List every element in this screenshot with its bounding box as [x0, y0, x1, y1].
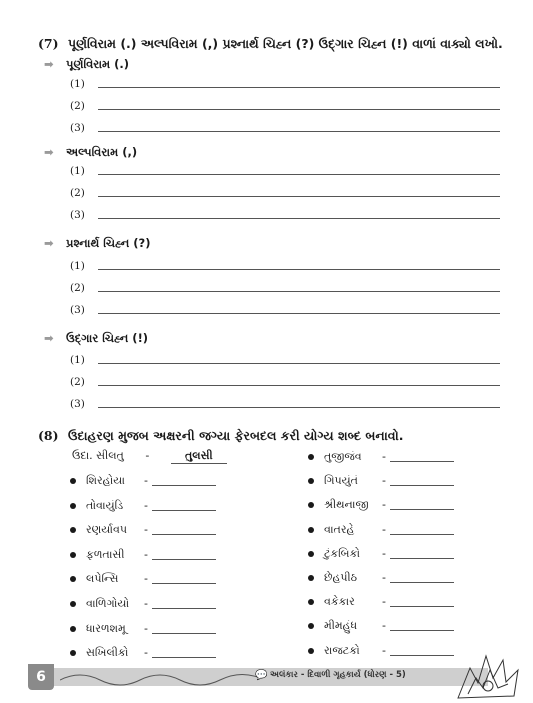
dash-separator: - [144, 474, 148, 487]
writing-line[interactable]: (3) [70, 302, 500, 316]
jumbled-word: ફળતાસી [86, 547, 125, 561]
jumbled-word: ટુંકબિકો [324, 546, 361, 560]
bullet-icon [70, 650, 76, 656]
dash-separator: - [382, 522, 386, 536]
question-number: (8) [38, 428, 59, 443]
dash-separator: - [382, 619, 386, 633]
writing-line[interactable]: (2) [70, 374, 500, 388]
writing-line[interactable]: (2) [70, 185, 500, 199]
writing-line[interactable]: (1) [70, 352, 500, 366]
jumbled-word: રણર્યાવપ [86, 523, 127, 537]
footer-title: અલંકાર - દિવાળી ગૃહકાર્ય (ધોરણ - 5) [270, 670, 406, 680]
answer-blank[interactable] [390, 630, 454, 631]
answer-blank[interactable] [390, 534, 454, 535]
writing-line[interactable]: (2) [70, 98, 500, 112]
bullet-icon [70, 576, 76, 582]
arrow-right-icon: ➡ [44, 236, 54, 250]
dash-separator: - [144, 572, 148, 586]
answer-blank[interactable] [390, 655, 454, 656]
splash-illustration [448, 648, 528, 703]
answer-blank[interactable] [390, 485, 454, 486]
bullet-icon [70, 626, 76, 632]
dash-separator: - [382, 474, 386, 488]
dash-separator: - [382, 571, 386, 584]
jumbled-word: તુજીજંવ [324, 450, 362, 463]
jumbled-word: ધારળશમૂ [86, 621, 126, 635]
answer-blank[interactable] [152, 583, 216, 584]
section-heading-alpaviram: ➡ અલ્પવિરામ (,) [44, 145, 138, 159]
answer-blank[interactable] [152, 510, 216, 511]
page-number: 6 [28, 664, 54, 690]
bullet-icon [70, 552, 76, 558]
dash-separator: - [144, 547, 148, 561]
writing-line[interactable]: (3) [70, 120, 500, 134]
question-8-heading [38, 428, 403, 444]
section-heading-prashnarth: ➡ પ્રશ્નાર્થ ચિહ્ન (?) [44, 236, 151, 250]
question-7-heading [38, 36, 503, 52]
answer-blank[interactable] [152, 485, 216, 486]
example-row: ઉદા. સીલતુ - તુલસી [72, 449, 227, 464]
writing-line[interactable]: (3) [70, 396, 500, 410]
bullet-icon [70, 601, 76, 607]
answer-blank[interactable] [390, 582, 454, 583]
squiggle-decoration [60, 668, 260, 688]
answer-blank[interactable] [390, 509, 454, 510]
jumbled-word: શિરહોયા [86, 474, 125, 487]
answer-blank[interactable] [152, 534, 216, 535]
dash-separator: - [382, 498, 386, 512]
answer-blank[interactable] [152, 608, 216, 609]
jumbled-word: રાજટકો [324, 643, 360, 657]
jumbled-word: સખિલીકો [86, 646, 129, 660]
question-text: ઉદાહરણ મુજબ અક્ષરની જગ્યા ફેરબદલ કરી યોગ્ય શબ્દ બનાવો. [68, 428, 404, 443]
answer-blank[interactable] [152, 559, 216, 560]
bullet-icon [70, 503, 76, 509]
bullet-icon [308, 454, 314, 460]
jumbled-word: વાતરહે [324, 522, 355, 536]
arrow-right-icon: ➡ [44, 57, 54, 71]
dash-separator: - [382, 643, 386, 657]
section-heading-udgaar: ➡ ઉદ્ગાર ચિહ્ન (!) [44, 331, 149, 345]
dash-separator: - [382, 450, 386, 463]
dash-separator: - [382, 595, 386, 609]
question-number: (7) [38, 36, 59, 51]
answer-blank[interactable] [152, 657, 216, 658]
bullet-icon [308, 551, 314, 557]
bullet-icon [70, 478, 76, 484]
arrow-right-icon: ➡ [44, 331, 54, 345]
bullet-icon [308, 478, 314, 484]
jumbled-word: છેહપીઠ [324, 571, 358, 584]
bullet-icon [70, 527, 76, 533]
bullet-icon [308, 575, 314, 581]
jumbled-word: લપેન્સિ [86, 572, 119, 586]
jumbled-word: તોવાયુંડિ [86, 498, 124, 512]
dash-separator: - [382, 546, 386, 560]
jumbled-word: મીમહુંધ [324, 619, 358, 633]
answer-blank[interactable] [390, 606, 454, 607]
jumbled-word: શ્રીથનાજી [324, 498, 369, 512]
writing-line[interactable]: (1) [70, 163, 500, 177]
writing-line[interactable]: (1) [70, 258, 500, 272]
bullet-icon [308, 502, 314, 508]
example-answer: તુલસી [171, 449, 227, 464]
writing-line[interactable]: (3) [70, 207, 500, 221]
jumbled-word: વાળિગોયો [86, 597, 130, 610]
answer-blank[interactable] [390, 461, 454, 462]
chat-bubble-icon: 💬 [255, 670, 268, 681]
writing-line[interactable]: (2) [70, 280, 500, 294]
section-heading-purnaviram: ➡ પૂર્ણવિરામ (.) [44, 57, 130, 71]
bullet-icon [308, 527, 314, 533]
dash-separator: - [144, 646, 148, 660]
arrow-right-icon: ➡ [44, 145, 54, 159]
answer-blank[interactable] [390, 558, 454, 559]
dash-separator: - [144, 597, 148, 610]
writing-line[interactable]: (1) [70, 76, 500, 90]
jumbled-word: ગિપયુંતં [324, 474, 358, 488]
jumbled-word: વકેકાર [324, 595, 355, 609]
bullet-icon [308, 599, 314, 605]
dash-separator: - [144, 498, 148, 512]
dash-separator: - [144, 621, 148, 635]
dash-separator: - [144, 523, 148, 537]
answer-blank[interactable] [152, 633, 216, 634]
question-text: પૂર્ણવિરામ (.) અલ્પવિરામ (,) પ્રશ્નાર્થ ચિહ્ન (?) ઉદ્ગાર ચિહ્ન (!) વાળાં વાક્યો લખો. [68, 36, 503, 51]
bullet-icon [308, 623, 314, 629]
bullet-icon [308, 648, 314, 654]
